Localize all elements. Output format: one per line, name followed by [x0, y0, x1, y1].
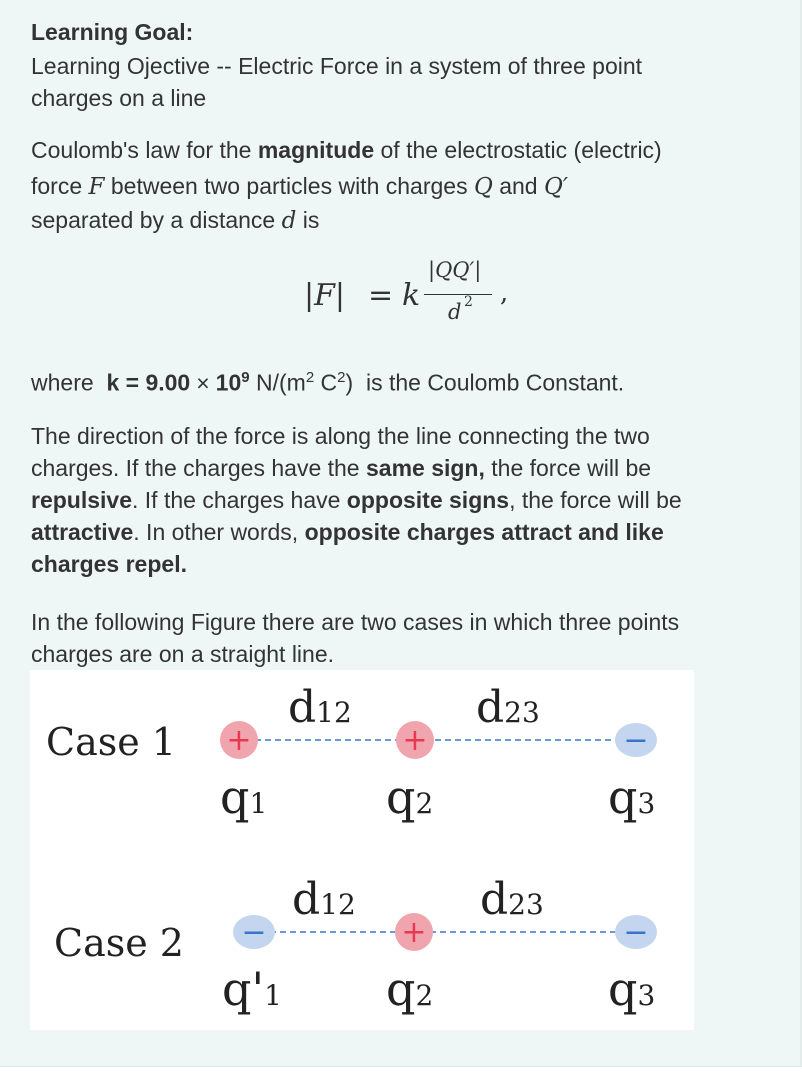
direction-text-5: . In other words, [133, 519, 305, 545]
ten-base: 10 [215, 369, 242, 396]
case2-q3-letter: q [608, 962, 638, 1016]
times-sign: × [196, 369, 210, 396]
direction-line-3 [31, 484, 682, 516]
direction-line-2 [31, 452, 651, 484]
objective-line-1: Learning Ojective -- Electric Force in a system of three point [31, 53, 643, 79]
coulomb-text-rest: of the electrostatic (electric) [374, 137, 662, 163]
formula-k: k [402, 278, 421, 313]
case1-q3-letter: q [608, 770, 638, 824]
force-text: force [31, 173, 89, 199]
case1-q3-sub: 3 [637, 787, 656, 820]
unit-part-c: ) [345, 369, 354, 396]
case2-q2-label [386, 962, 433, 1016]
figure-intro-line-2: charges are on a straight line. [31, 641, 335, 667]
case2-q3-label [608, 962, 655, 1016]
formula-denominator: d [448, 300, 462, 324]
unit-part-a: N/(m [255, 369, 306, 396]
objective-line-2: charges on a line [31, 85, 207, 111]
symbol-Q-prime: Q′ [543, 174, 569, 200]
direction-text: charges. If the charges have the [31, 455, 366, 481]
direction-line-1: The direction of the force is along the line connecting the two [31, 423, 650, 449]
case1-q2-plus-icon: + [402, 723, 428, 758]
case1-label: Case 1 [46, 720, 176, 764]
case2-q2-sub: 2 [415, 979, 434, 1012]
attractive-bold: attractive [31, 519, 134, 545]
case1-d23 [476, 682, 540, 733]
case1-q3-label [608, 770, 655, 824]
case1-q3-minus-icon: − [623, 723, 649, 758]
symbol-Q: Q [473, 174, 493, 200]
symbol-d: d [281, 208, 297, 234]
coulomb-line-3 [31, 204, 319, 237]
charges-figure [30, 670, 694, 1030]
k-value: k = 9.00 [106, 369, 191, 396]
same-sign-bold: same sign, [365, 455, 485, 481]
direction-text-3: . If the charges have [132, 487, 347, 513]
magnitude-bold: magnitude [257, 137, 375, 163]
figure-intro-line-1: In the following Figure there are two cases in which three points [31, 609, 680, 635]
unit-part-b: C [314, 369, 338, 396]
case2-d23 [480, 874, 544, 925]
case1-q1-sub: 1 [249, 787, 268, 820]
coulomb-formula [300, 254, 560, 334]
case1-q2-label [386, 770, 433, 824]
case2-label: Case 2 [54, 921, 184, 965]
case1-q1-label [220, 770, 267, 824]
case1-d12-sub: 12 [316, 696, 352, 729]
direction-line-5 [31, 548, 187, 580]
direction-text-4: , the force will be [509, 487, 682, 513]
case2-q2-plus-icon: + [401, 915, 427, 950]
repulsive-bold: repulsive [31, 487, 132, 513]
case2-q1-sub: 1 [264, 979, 282, 1012]
coulomb-text: Coulomb's law for the [31, 137, 258, 163]
case1-d23-letter: d [476, 682, 505, 733]
constant-rest: is the Coulomb Constant. [365, 369, 625, 396]
formula-comma: , [500, 278, 509, 308]
and-text: and [492, 173, 544, 199]
case2-d23-sub: 23 [508, 888, 544, 921]
case2-d23-letter: d [480, 874, 509, 925]
formula-numerator: |QQ′| [428, 258, 482, 282]
coulomb-line-1 [31, 134, 662, 166]
case2-q1-minus-icon: − [241, 915, 267, 950]
case2-q3-minus-icon: − [623, 915, 649, 950]
case2-q3-sub: 3 [637, 979, 656, 1012]
attract-repel-bold: opposite charges attract and like [304, 519, 664, 545]
direction-line-4 [31, 516, 664, 548]
opposite-signs-bold: opposite signs [346, 487, 510, 513]
coulomb-line-2 [31, 170, 568, 203]
ten-exponent: 9 [241, 369, 250, 386]
charges-repel-bold: charges repel. [31, 551, 187, 577]
constant-line [31, 362, 624, 399]
case1-q2-sub: 2 [415, 787, 434, 820]
where-text: where [31, 369, 94, 396]
symbol-F: F [88, 174, 105, 200]
is-text: is [296, 207, 320, 233]
case2-q1-label [222, 962, 282, 1016]
unit-exponent-1: 2 [305, 369, 315, 386]
between-text: between two particles with charges [104, 173, 474, 199]
case1-d12-letter: d [288, 682, 317, 733]
case2-d12-letter: d [292, 874, 321, 925]
formula-equals: = [368, 278, 394, 313]
formula-exponent: 2 [464, 294, 473, 310]
formula-lhs: |F| [304, 278, 346, 313]
case2-q1-letter: q' [222, 962, 265, 1016]
charges-figure-svg [30, 670, 694, 1030]
direction-text-2: the force will be [484, 455, 652, 481]
separated-text: separated by a distance [31, 207, 282, 233]
case2-d12-sub: 12 [320, 888, 356, 921]
learning-goal-heading: Learning Goal: [31, 19, 194, 45]
case1-q1-letter: q [220, 770, 250, 824]
case1-d12 [288, 682, 352, 733]
case2-q2-letter: q [386, 962, 416, 1016]
unit-exponent-2: 2 [337, 369, 346, 386]
case1-q2-letter: q [386, 770, 416, 824]
fraction-bar [424, 294, 492, 295]
case1-q1-plus-icon: + [226, 723, 252, 758]
case1-d23-sub: 23 [504, 696, 540, 729]
case2-d12 [292, 874, 356, 925]
